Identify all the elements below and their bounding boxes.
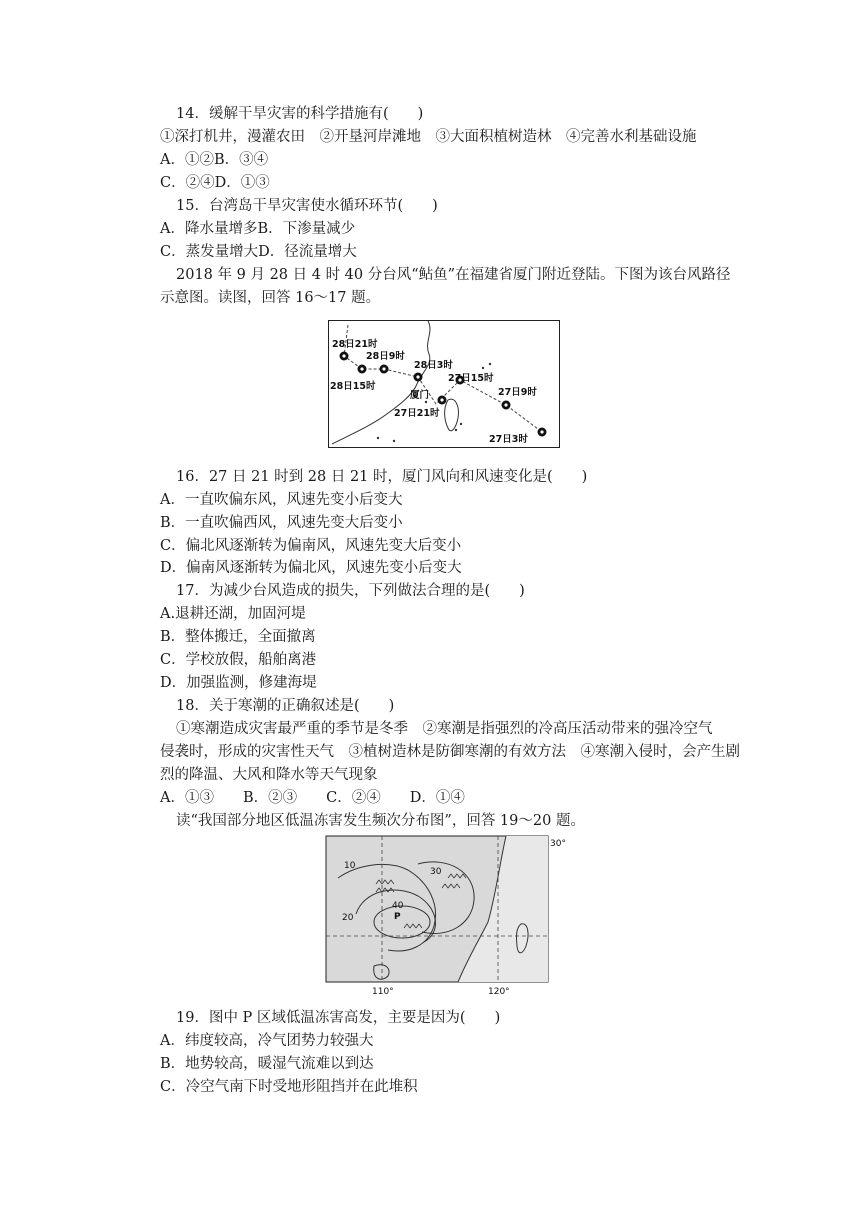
q17-stem: 17．为减少台风造成的损失，下列做法合理的是( ) — [176, 583, 525, 599]
frost-intro: 读“我国部分地区低温冻害发生频次分布图”，回答 19～20 题。 — [176, 813, 585, 829]
label-28d15: 28日15时 — [330, 381, 376, 392]
q14-options-cd: C．②④D．①③ — [160, 175, 270, 191]
typhoon-track-map — [328, 320, 560, 448]
label-28d21: 28日21时 — [332, 339, 378, 350]
typhoon-symbol-28d3 — [414, 373, 423, 382]
q14-items: ①深打机井，漫灌农田 ②开垦河岸滩地 ③大面积植树造林 ④完善水利基础设施 — [160, 129, 697, 145]
label-27d3: 27日3时 — [489, 434, 528, 445]
lat-label-30: 30° — [550, 839, 566, 849]
q17-option-b: B．整体搬迁，全面撤离 — [160, 629, 316, 645]
label-28d9: 28日9时 — [366, 351, 405, 362]
lon-label-120: 120° — [488, 987, 510, 997]
q17-option-a: A.退耕还湖，加固河堤 — [160, 606, 306, 622]
typhoon-intro-line1: 2018 年 9 月 28 日 4 时 40 分台风“鲇鱼”在福建省厦门附近登陆。下图为该台风路径 — [176, 267, 731, 283]
q15-options-cd: C．蒸发量增大D．径流量增大 — [160, 244, 357, 260]
contour-label-40: 40 — [392, 901, 404, 911]
q16-option-b: B．一直吹偏西风，风速先变大后变小 — [160, 515, 403, 531]
q19-option-b: B．地势较高，暖湿气流难以到达 — [160, 1056, 374, 1072]
typhoon-symbol-27d3 — [538, 428, 547, 437]
q16-option-d: D．偏南风逐渐转为偏北风，风速先变小后变大 — [160, 560, 462, 576]
typhoon-symbol-28d9 — [380, 365, 389, 374]
q19-option-c: C．冷空气南下时受地形阻挡并在此堆积 — [160, 1079, 418, 1095]
label-27d21: 27日21时 — [394, 408, 440, 419]
label-28d3: 28日3时 — [414, 360, 453, 371]
label-27d15: 27日15时 — [448, 373, 494, 384]
q15-options-ab: A．降水量增多B．下渗量减少 — [160, 221, 356, 237]
typhoon-symbol-27d21 — [438, 396, 447, 405]
contour-label-10: 10 — [344, 861, 356, 871]
typhoon-symbol-27d9 — [502, 401, 511, 410]
q16-option-c: C．偏北风逐渐转为偏南风，风速先变大后变小 — [160, 538, 462, 554]
frost-frequency-map — [318, 834, 572, 998]
q19-stem: 19．图中 P 区域低温冻害高发，主要是因为( ) — [176, 1010, 501, 1026]
typhoon-symbol-28d15 — [358, 365, 367, 374]
q18-text-line2: 侵袭时，形成的灾害性天气 ③植树造林是防御寒潮的有效方法 ④寒潮入侵时，会产生剧 — [160, 744, 740, 760]
q16-stem: 16．27 日 21 时到 28 日 21 时，厦门风向和风速变化是( ) — [176, 469, 588, 485]
q17-option-c: C．学校放假，船舶离港 — [160, 652, 317, 668]
q16-option-a: A．一直吹偏东风，风速先变小后变大 — [160, 492, 403, 508]
contour-label-20: 20 — [342, 913, 354, 923]
label-27d9: 27日9时 — [498, 387, 537, 398]
q14-options-ab: A．①②B．③④ — [160, 152, 269, 168]
label-xiamen: 厦门 — [410, 390, 430, 401]
point-p-label: P — [394, 912, 401, 922]
lon-label-110: 110° — [372, 987, 394, 997]
q17-option-d: D．加强监测，修建海堤 — [160, 675, 317, 691]
typhoon-symbol-28d21 — [340, 352, 349, 361]
q18-text-line1: ①寒潮造成灾害最严重的季节是冬季 ②寒潮是指强烈的冷高压活动带来的强冷空气 — [176, 721, 713, 737]
q19-option-a: A．纬度较高，冷气团势力较强大 — [160, 1033, 374, 1049]
q14-stem: 14．缓解干旱灾害的科学措施有( ) — [176, 106, 424, 122]
q15-stem: 15．台湾岛干旱灾害使水循环环节( ) — [176, 198, 438, 214]
typhoon-intro-line2: 示意图。读图，回答 16～17 题。 — [160, 290, 381, 306]
q18-options: A．①③ B．②③ C．②④ D．①④ — [160, 790, 465, 806]
q18-stem: 18．关于寒潮的正确叙述是( ) — [176, 698, 395, 714]
q18-text-line3: 烈的降温、大风和降水等天气现象 — [160, 767, 378, 783]
contour-label-30: 30 — [430, 867, 442, 877]
